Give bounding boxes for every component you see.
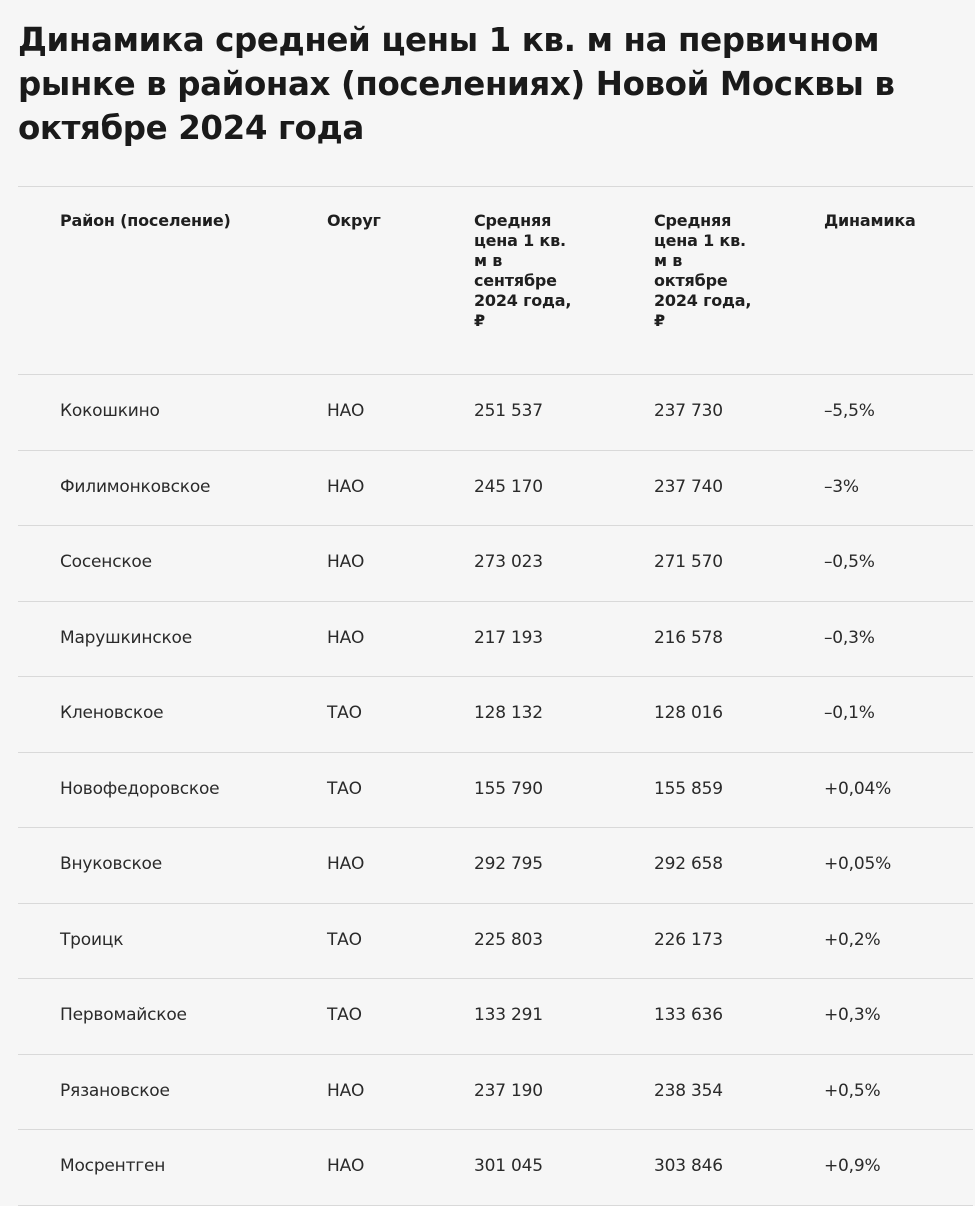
cell-price-september: 237 190 <box>474 1080 543 1101</box>
table-row <box>18 602 973 678</box>
cell-dynamics: +0,3% <box>824 1005 881 1025</box>
table-row <box>18 451 973 527</box>
cell-price-september: 225 803 <box>474 929 543 950</box>
cell-dynamics: +0,2% <box>824 929 881 950</box>
page-title: Динамика средней цены 1 кв. м на первичном рынке в районах (поселениях) Новой Москвы в октябре 2024 года <box>18 21 895 147</box>
cell-price-october: 155 859 <box>654 778 723 799</box>
cell-okrug: НАО <box>327 1080 365 1101</box>
table-row <box>18 979 973 1055</box>
cell-price-september: 292 795 <box>474 854 543 874</box>
cell-price-september: 251 537 <box>474 401 543 421</box>
cell-okrug: ТАО <box>327 929 362 950</box>
cell-price-september: 217 193 <box>474 627 543 648</box>
cell-price-october: 128 016 <box>654 703 723 723</box>
price-table <box>18 186 973 1206</box>
cell-district: Марушкинское <box>60 627 192 648</box>
cell-okrug: НАО <box>327 1156 365 1176</box>
table-row <box>18 1130 973 1206</box>
cell-okrug: ТАО <box>327 778 362 799</box>
cell-district: Рязановское <box>60 1080 170 1101</box>
cell-okrug: ТАО <box>327 703 362 723</box>
cell-price-september: 155 790 <box>474 778 543 799</box>
cell-dynamics: –3% <box>824 476 859 497</box>
header-district: Район (поселение) <box>60 211 231 230</box>
cell-district: Мосрентген <box>60 1156 166 1176</box>
table-body <box>18 375 973 1206</box>
cell-district: Кленовское <box>60 703 164 723</box>
cell-district: Первомайское <box>60 1005 187 1025</box>
cell-okrug: НАО <box>327 854 365 874</box>
cell-price-september: 133 291 <box>474 1005 543 1025</box>
table-row <box>18 677 973 753</box>
cell-price-october: 303 846 <box>654 1156 723 1176</box>
cell-okrug: ТАО <box>327 1005 362 1025</box>
cell-district: Филимонковское <box>60 476 211 497</box>
cell-dynamics: –0,3% <box>824 627 875 648</box>
cell-okrug: НАО <box>327 476 365 497</box>
table-row <box>18 904 973 980</box>
cell-price-september: 245 170 <box>474 476 543 497</box>
table-row <box>18 828 973 904</box>
cell-dynamics: –0,1% <box>824 703 875 723</box>
cell-price-october: 226 173 <box>654 929 723 950</box>
cell-price-october: 216 578 <box>654 627 723 648</box>
cell-okrug: НАО <box>327 627 365 648</box>
cell-price-october: 271 570 <box>654 552 723 572</box>
cell-district: Троицк <box>60 929 124 950</box>
cell-district: Сосенское <box>60 552 152 572</box>
table-row <box>18 526 973 602</box>
cell-price-september: 301 045 <box>474 1156 543 1176</box>
cell-district: Кокошкино <box>60 401 160 421</box>
cell-price-october: 237 730 <box>654 401 723 421</box>
cell-district: Внуковское <box>60 854 163 874</box>
table-header-row <box>18 187 973 375</box>
header-price-october: Средняя цена 1 кв. м в октябре 2024 года, ₽ <box>654 211 752 330</box>
cell-dynamics: +0,9% <box>824 1156 881 1176</box>
table-row <box>18 753 973 829</box>
cell-dynamics: +0,05% <box>824 854 892 874</box>
header-dynamics: Динамика <box>824 211 916 230</box>
header-okrug: Округ <box>327 211 381 230</box>
cell-okrug: НАО <box>327 401 365 421</box>
table-row <box>18 375 973 451</box>
cell-price-september: 128 132 <box>474 703 543 723</box>
cell-okrug: НАО <box>327 552 365 572</box>
cell-price-september: 273 023 <box>474 552 543 572</box>
cell-price-october: 237 740 <box>654 476 723 497</box>
cell-district: Новофедоровское <box>60 778 220 799</box>
cell-dynamics: –5,5% <box>824 401 875 421</box>
cell-dynamics: +0,5% <box>824 1080 881 1101</box>
cell-price-october: 133 636 <box>654 1005 723 1025</box>
table-row <box>18 1055 973 1131</box>
cell-price-october: 238 354 <box>654 1080 723 1101</box>
cell-dynamics: –0,5% <box>824 552 875 572</box>
cell-dynamics: +0,04% <box>824 778 892 799</box>
header-price-september: Средняя цена 1 кв. м в сентябре 2024 года, ₽ <box>474 211 572 330</box>
cell-price-october: 292 658 <box>654 854 723 874</box>
